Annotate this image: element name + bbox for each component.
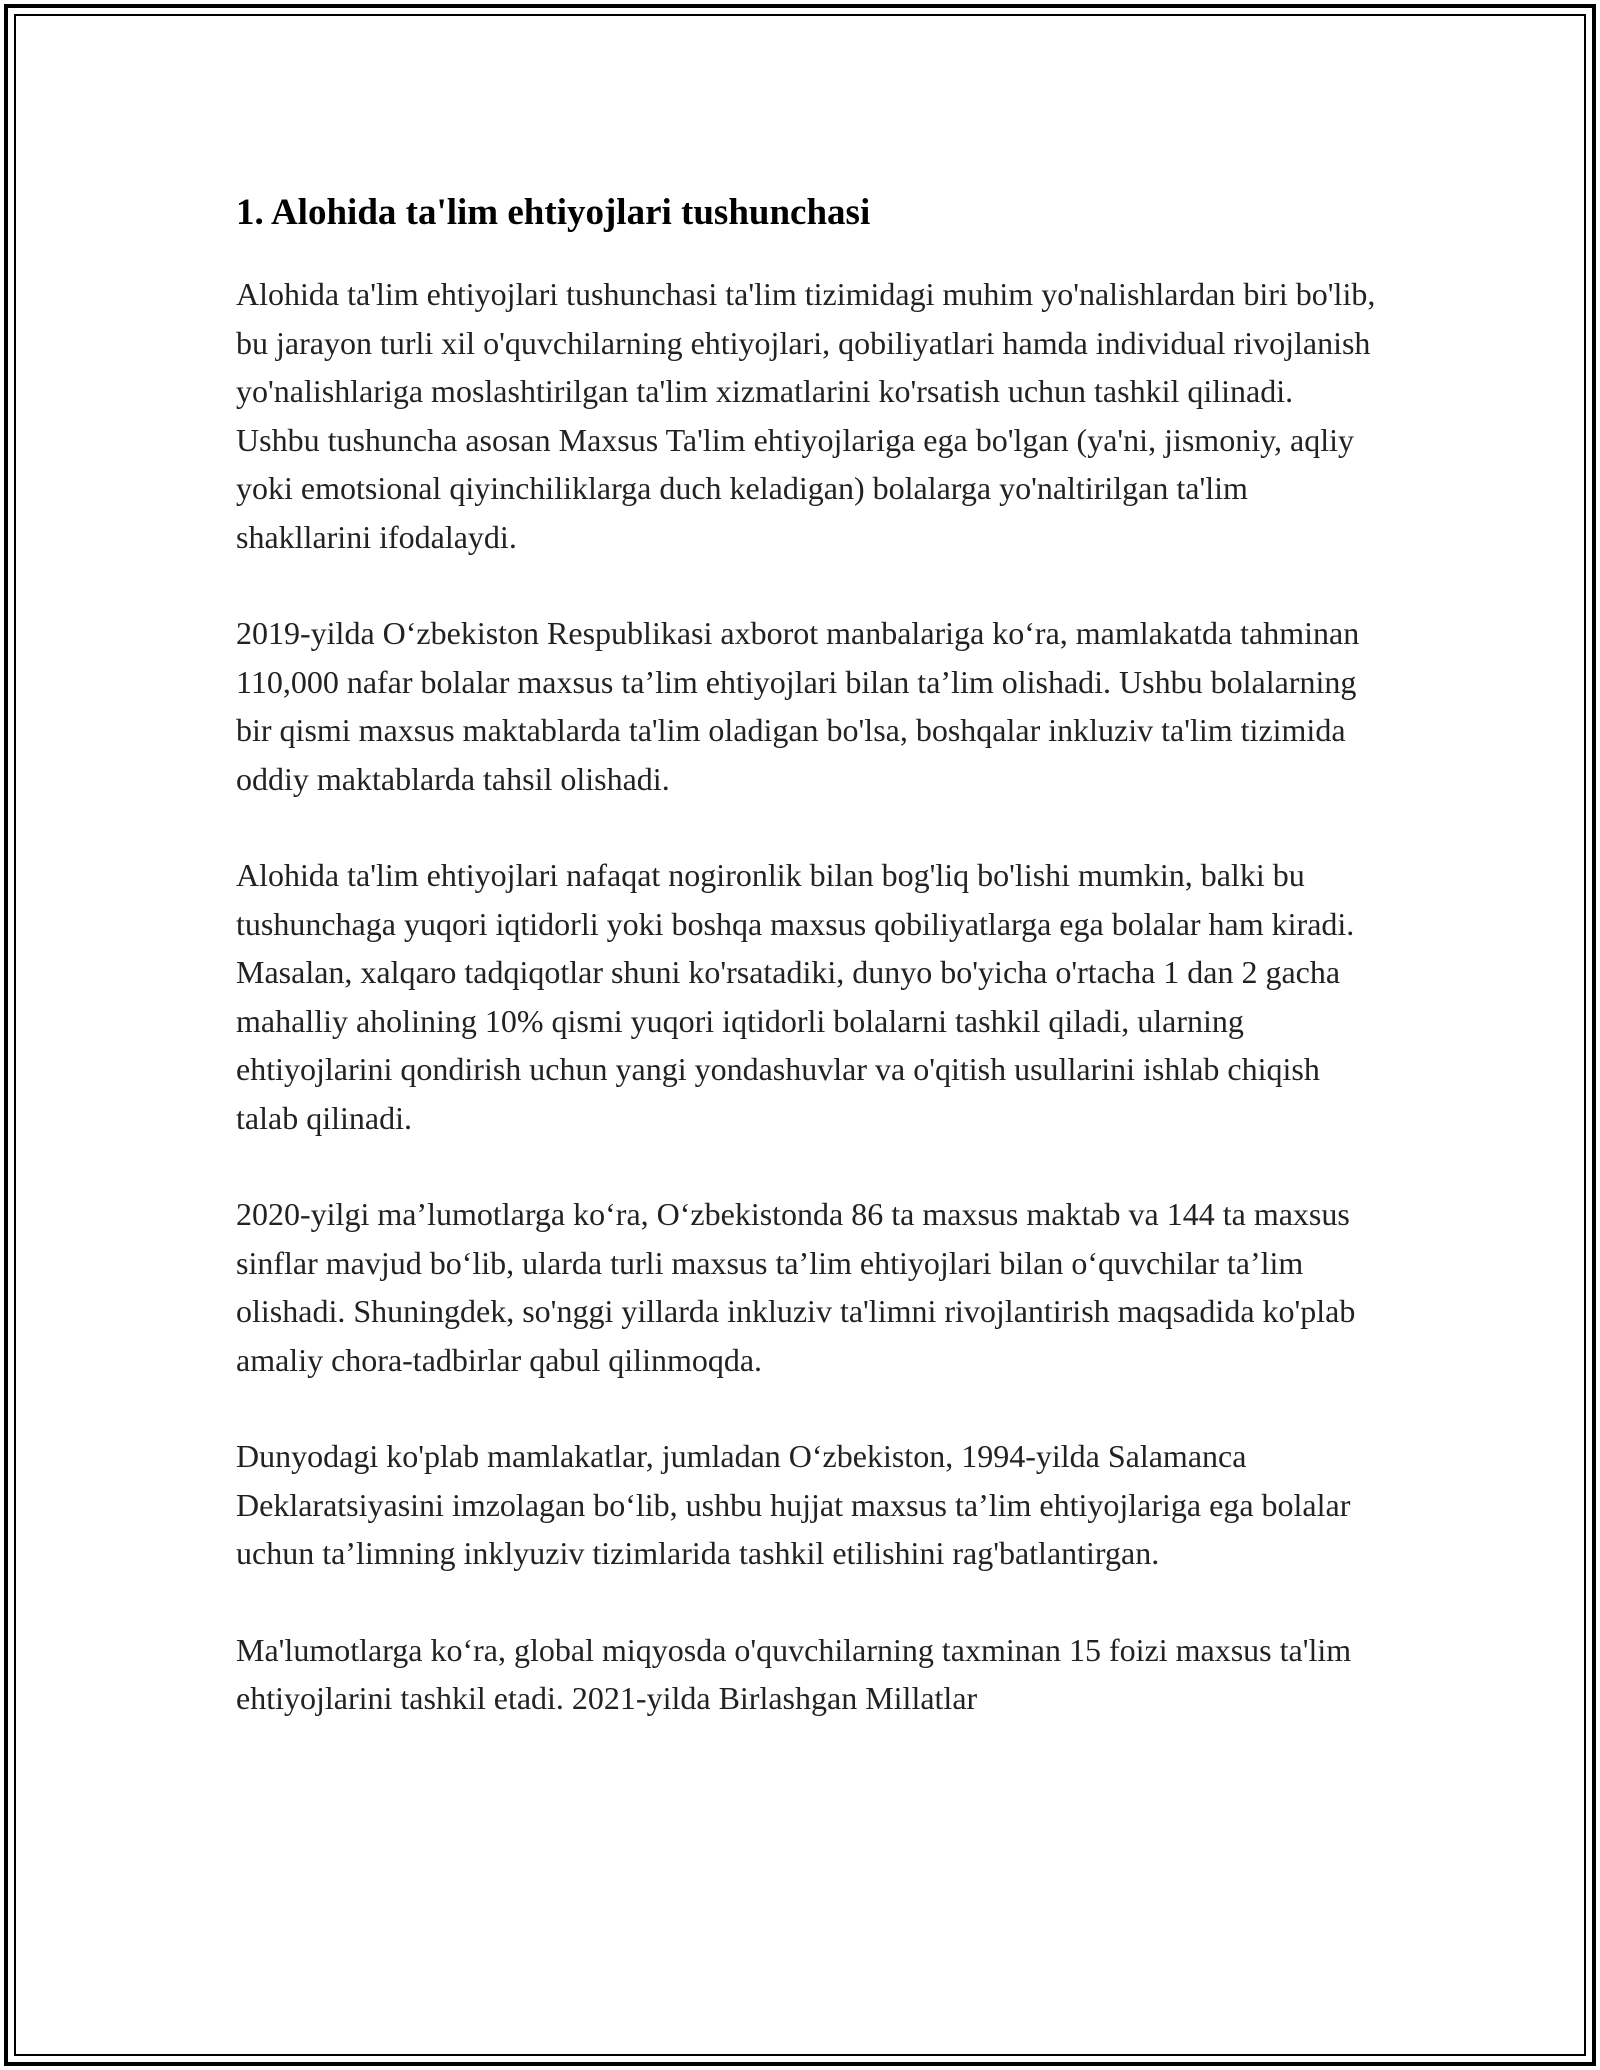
paragraph-statistics-2020: 2020-yilgi ma’lumotlarga ko‘ra, O‘zbekistonda 86 ta maxsus maktab va 144 ta maxsus sinflar mavjud bo‘lib, ularda turli maxsus ta’lim ehtiyojlari bilan o‘quvchilar ta’lim olishadi. Shuningdek, so'nggi yillarda inkluziv ta'limni rivojlantirish maqsadida ko'plab amaliy chora-tadbirlar qabul qilinmoqda.: [236, 1196, 1356, 1378]
paragraph-definition: Alohida ta'lim ehtiyojlari tushunchasi ta'lim tizimidagi muhim yo'nalishlardan biri bo'lib, bu jarayon turli xil o'quvchilarning ehtiyojlari, qobiliyatlari hamda individual rivojlanish yo'nalishlariga moslashtirilgan ta'lim xizmatlarini ko'rsatish uchun tashkil qilinadi. Ushbu tushuncha asosan Maxsus Ta'lim ehtiyojlariga ega bo'lgan (ya'ni, jismoniy, aqliy yoki emotsional qiyinchiliklarga duch keladigan) bolalarga yo'naltirilgan ta'lim shakllarini ifodalaydi.: [236, 276, 1376, 555]
paragraph-statistics-2019: 2019-yilda O‘zbekiston Respublikasi axborot manbalariga ko‘ra, mamlakatda tahminan 110,000 nafar bolalar maxsus ta’lim ehtiyojlari bilan ta’lim olishadi. Ushbu bolalarning bir qismi maxsus maktablarda ta'lim oladigan bo'lsa, boshqalar inkluziv ta'lim tizimida oddiy maktablarda tahsil olishadi.: [236, 615, 1360, 797]
paragraph-global-data: Ma'lumotlarga ko‘ra, global miqyosda o'quvchilarning taxminan 15 foizi maxsus ta'lim ehtiyojlarini tashkil etadi. 2021-yilda Birlashgan Millatlar: [236, 1631, 1352, 1716]
document-body: [236, 184, 1376, 1723]
paragraph-gifted-children: Alohida ta'lim ehtiyojlari nafaqat nogironlik bilan bog'liq bo'lishi mumkin, balki bu tushunchaga yuqori iqtidorli yoki boshqa maxsus qobiliyatlarga ega bolalar ham kiradi. Masalan, xalqaro tadqiqotlar shuni ko'rsatadiki, dunyo bo'yicha o'rtacha 1 dan 2 gacha mahalliy aholining 10% qismi yuqori iqtidorli bolalarni tashkil qiladi, ularning ehtiyojlarini qondirish uchun yangi yondashuvlar va o'qitish usullarini ishlab chiqish talab qilinadi.: [236, 857, 1355, 1136]
paragraph-salamanca-declaration: Dunyodagi ko'plab mamlakatlar, jumladan O‘zbekiston, 1994-yilda Salamanca Deklaratsiyasini imzolagan bo‘lib, ushbu hujjat maxsus ta’lim ehtiyojlariga ega bolalar uchun ta’limning inklyuziv tizimlarida tashkil etilishini rag'batlantirgan.: [236, 1438, 1351, 1571]
section-heading: 1. Alohida ta'lim ehtiyojlari tushunchasi: [236, 192, 871, 233]
